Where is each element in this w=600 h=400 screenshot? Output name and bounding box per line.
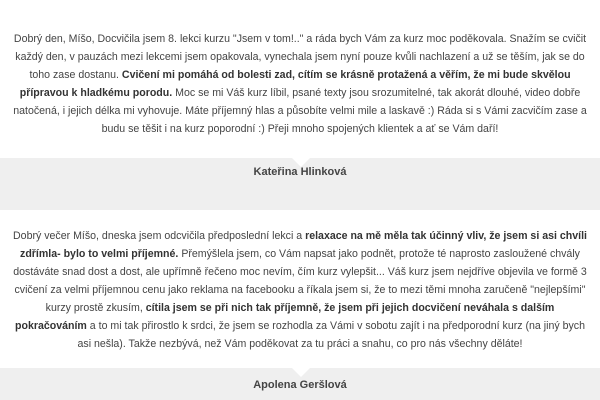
testimonial-text-segment: Dobrý večer Míšo, dneska jsem odcvičila předposlední lekci a [13,230,306,242]
testimonial-card [0,0,600,158]
testimonial-highlight: cítila jsem se při nich tak příjemně, že jsem při jejich docvičení neváhala s dalším pokračováním [15,302,555,332]
testimonial-highlight: relaxace na mě měla tak účinný vliv, že jsem si asi chvíli zdřímla- bylo to velmi příjemné. [20,230,587,260]
speech-pointer [292,368,310,377]
testimonial-author: Kateřina Hlinková [253,166,347,178]
testimonial-author: Apolena Geršlová [253,379,347,391]
testimonial-text-segment: Moc se mi Váš kurz líbil, psané texty jsou srozumitelné, tak akorát dlouhé, video dobře natočená, i jejich délka mi vyhovuje. Máte příjemný hlas a působíte velmi mile a laskavě :) Ráda si s Vámi zacvičím zase a budu se těšit i na kurz poporodní :) Přeji mnoho spojených klientek a ať se Vám daří! [13,87,587,135]
testimonial-text-segment: a to mi tak přirostlo k srdci, že jsem se rozhodla za Vámi v sobotu zajít i na předporodní kurz (na jiný bych asi nešla). Takže nezbývá, než Vám poděkovat za tu práci a snahu, co pro nás všechny děláte! [77,320,585,350]
testimonial-text [0,0,600,138]
testimonial-highlight: Cvičení mi pomáhá od bolesti zad, cítím se krásně protažená a věřím, že mi bude skvělou přípravou k hladkému porodu. [19,69,571,99]
testimonial-text-segment: pauzách mezi lekcemi jsem opakovala, vynechala jsem nyní pouze kvůli nachlazení a už se těším, jak se do toho zase dostanu. [29,51,585,81]
testimonial-text [0,210,600,353]
testimonial-text-segment: Přemýšlela jsem, co Vám napsat jako podnět, protože té naprosto zasloužené chvály dostáváte snad dost a dost, ale upřímně řečeno moc nevím, čím kurz vylepšit... Váš kurz jsem nejdříve objevila ve formě 3 cvičení za velmi příjemnou cenu jako reklama na facebooku a říkala jsem si, že to mezi těmi mnoha zaručeně "nejlepšími" kurzy prostě zkusím, [13,248,587,314]
testimonial-text-segment: Dobrý den, Míšo, Docvičila jsem 8. lekci kurzu "Jsem v tom!.." a ráda bych Vám za kurz moc poděkovala. Snažím se cvičit každý den, v [13,33,587,63]
testimonial-card [0,210,600,368]
